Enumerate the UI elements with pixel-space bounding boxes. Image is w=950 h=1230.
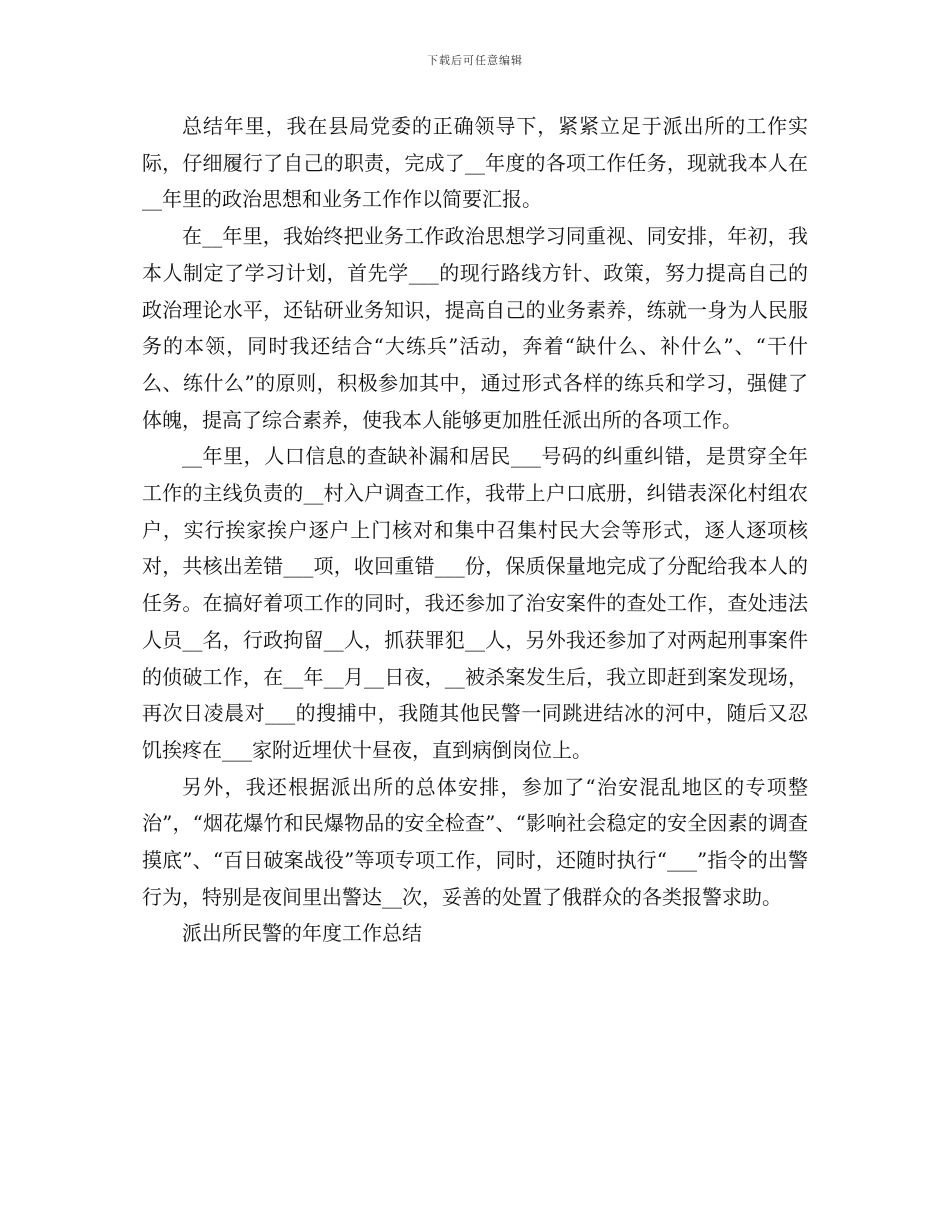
document-body: [142, 108, 808, 952]
paragraph-special-tasks: 另外，我还根据派出所的总体安排，参加了“治安混乱地区的专项整治”，“烟花爆竹和民爆物品的安全检查”、“影响社会稳定的安全因素的调查摸底”、“百日破案战役”等项专项工作，同时，还随时执行“___”指令的出警行为，特别是夜间里出警达__次，妥善的处置了俄群众的各类报警求助。: [142, 774, 808, 909]
paragraph-intro: 总结年里，我在县局党委的正确领导下，紧紧立足于派出所的工作实际，仔细履行了自己的职责，完成了__年度的各项工作任务，现就我本人在__年里的政治思想和业务工作作以简要汇报。: [142, 114, 808, 212]
paragraph-work: __年里，人口信息的查缺补漏和居民___号码的纠重纠错，是贯穿全年工作的主线负责的__村入户调查工作，我带上户口底册，纠错表深化村组农户，实行挨家挨户逐户上门核对和集中召集村民大会等形式，逐人逐项核对，共核出差错___项，收回重错___份，保质保量地完成了分配给我本人的任务。在搞好着项工作的同时，我还参加了治安案件的查处工作，查处违法人员__名，行政拘留__人，抓获罪犯__人，另外我还参加了对两起刑事案件的侦破工作，在__年__月__日夜，__被杀案发生后，我立即赶到案发现场，再次日凌晨对___的搜捕中，我随其他民警一同跳进结冰的河中，随后又忍饥挨疼在___家附近埋伏十昼夜，直到病倒岗位上。: [142, 444, 808, 762]
paragraph-study: 在__年里，我始终把业务工作政治思想学习同重视、同安排，年初，我本人制定了学习计划，首先学___的现行路线方针、政策，努力提高自己的政治理论水平，还钻研业务知识，提高自己的业务素养，练就一身为人民服务的本领，同时我还结合“大练兵”活动，奔着“缺什么、补什么”、“干什么、练什么”的原则，积极参加其中，通过形式各样的练兵和学习，强健了体魄，提高了综合素养，使我本人能够更加胜任派出所的各项工作。: [142, 224, 808, 432]
paragraph-title-line: 派出所民警的年度工作总结: [182, 921, 422, 946]
page-header: 下载后可任意编辑: [427, 54, 523, 67]
